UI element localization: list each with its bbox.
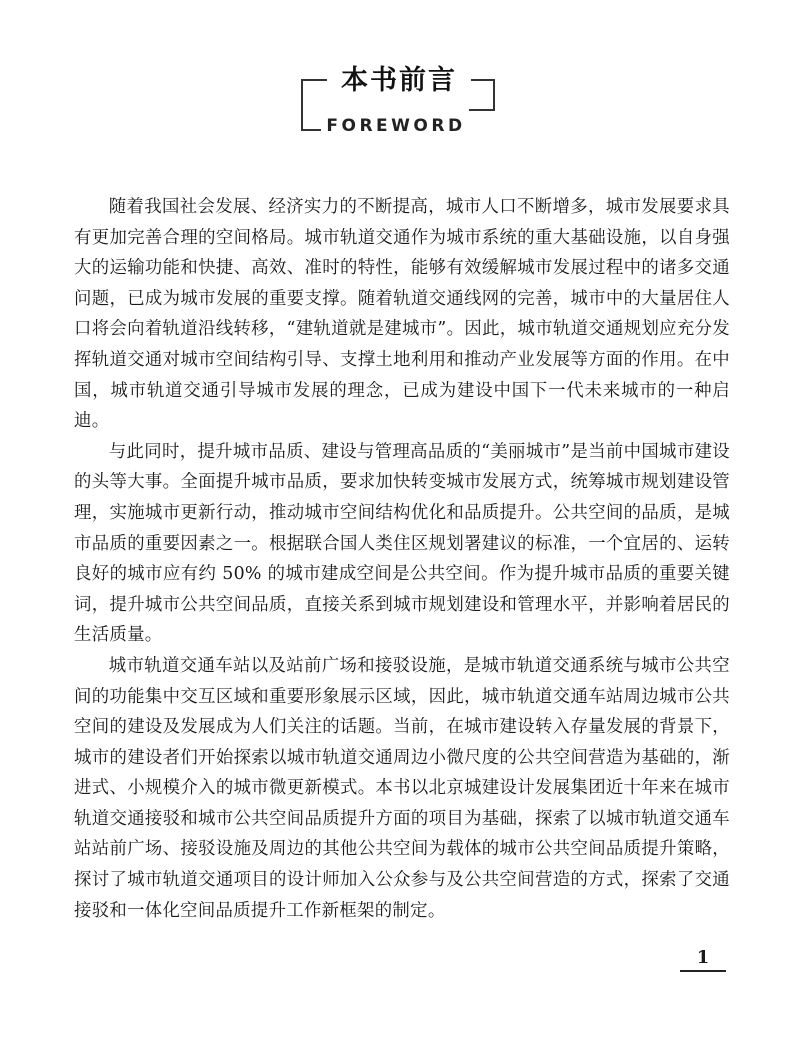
frame-line (301, 129, 321, 131)
header-frame (301, 66, 495, 136)
frame-line (471, 79, 495, 81)
frame-line (301, 79, 303, 130)
body-text (74, 192, 730, 926)
page-subtitle: FOREWORD (326, 116, 466, 136)
frame-line (469, 109, 495, 111)
page-title: 本书前言 (341, 65, 457, 96)
frame-line (301, 79, 327, 81)
paragraph: 与此同时，提升城市品质、建设与管理高品质的“美丽城市”是当前中国城市建设的头等大事。全面提升城市品质，要求加快转变城市发展方式，统筹城市规划建设管理，实施城市更新行动，推动城市空间结构优化和品质提升。公共空间的品质，是城市品质的重要因素之一。根据联合国人类住区规划署建议的标准，一个宜居的、运转良好的城市应有约 50% 的城市建成空间是公共空间。作为提升城市品质的重要关键词，提升城市公共空间品质，直接关系到城市规划建设和管理水平，并影响着居民的生活质量。 (74, 441, 730, 646)
page-number-rule (680, 970, 726, 972)
page-number: 1 (696, 947, 710, 968)
paragraph: 随着我国社会发展、经济实力的不断提高，城市人口不断增多，城市发展要求具有更加完善合理的空间格局。城市轨道交通作为城市系统的重大基础设施，以自身强大的运输功能和快捷、高效、准时的特性，能够有效缓解城市发展过程中的诸多交通问题，已成为城市发展的重要支撑。随着轨道交通线网的完善，城市中的大量居住人口将会向着轨道沿线转移，“建轨道就是建城市”。因此，城市轨道交通规划应充分发挥轨道交通对城市空间结构引导、支撑土地利用和推动产业发展等方面的作用。在中国，城市轨道交通引导城市发展的理念，已成为建设中国下一代未来城市的一种启迪。 (74, 197, 730, 432)
frame-line (493, 79, 495, 109)
paragraph: 城市轨道交通车站以及站前广场和接驳设施，是城市轨道交通系统与城市公共空间的功能集中交互区域和重要形象展示区域，因此，城市轨道交通车站周边城市公共空间的建设及发展成为人们关注的话题。当前，在城市建设转入存量发展的背景下，城市的建设者们开始探索以城市轨道交通周边小微尺度的公共空间营造为基础的，渐进式、小规模介入的城市微更新模式。本书以北京城建设计发展集团近十年来在城市轨道交通接驳和城市公共空间品质提升方面的项目为基础，探索了以城市轨道交通车站站前广场、接驳设施及周边的其他公共空间为载体的城市公共空间品质提升策略，探讨了城市轨道交通项目的设计师加入公众参与及公共空间营造的方式，探索了交通接驳和一体化空间品质提升工作新框架的制定。 (74, 655, 730, 921)
